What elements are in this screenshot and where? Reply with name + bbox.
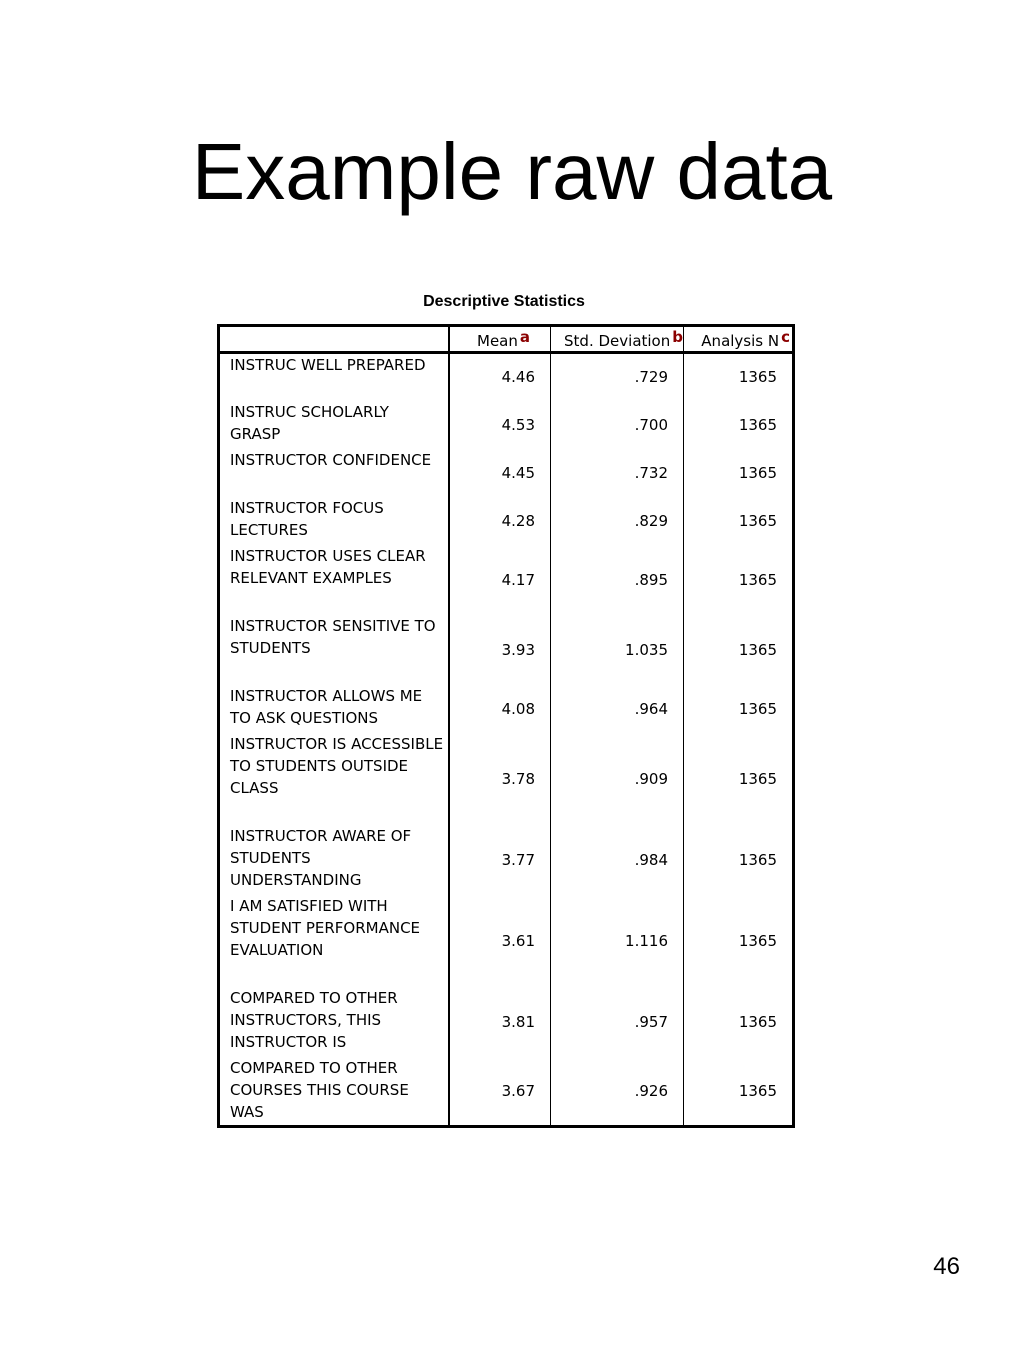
row-analysis-n: 1365 bbox=[684, 497, 794, 545]
row-mean: 3.77 bbox=[449, 825, 551, 895]
header-analysis-n-label: Analysis N bbox=[701, 332, 780, 350]
header-std-deviation bbox=[551, 326, 684, 353]
header-mean-note: a bbox=[519, 328, 530, 346]
slide-title: Example raw data bbox=[191, 127, 833, 216]
descriptive-statistics-table bbox=[217, 324, 795, 1128]
header-std-deviation-note: b bbox=[672, 328, 683, 346]
table-row bbox=[219, 615, 794, 685]
row-analysis-n: 1365 bbox=[684, 615, 794, 685]
header-std-deviation-label: Std. Deviation bbox=[564, 332, 671, 350]
row-label: I AM SATISFIED WITH STUDENT PERFORMANCE EVALUATION bbox=[219, 895, 449, 987]
row-std-deviation: .732 bbox=[551, 449, 684, 497]
row-analysis-n: 1365 bbox=[684, 353, 794, 401]
table-row bbox=[219, 449, 794, 497]
row-analysis-n: 1365 bbox=[684, 401, 794, 449]
row-mean: 4.45 bbox=[449, 449, 551, 497]
row-std-deviation: .984 bbox=[551, 825, 684, 895]
row-label: COMPARED TO OTHER COURSES THIS COURSE WAS bbox=[219, 1057, 449, 1127]
header-analysis-n-note: c bbox=[781, 328, 790, 346]
row-std-deviation: .964 bbox=[551, 685, 684, 733]
row-mean: 3.61 bbox=[449, 895, 551, 987]
row-std-deviation: .829 bbox=[551, 497, 684, 545]
row-std-deviation: 1.035 bbox=[551, 615, 684, 685]
table-row bbox=[219, 401, 794, 449]
row-label: INSTRUCTOR FOCUS LECTURES bbox=[219, 497, 449, 545]
row-analysis-n: 1365 bbox=[684, 987, 794, 1057]
row-mean: 3.81 bbox=[449, 987, 551, 1057]
row-label: INSTRUCTOR SENSITIVE TO STUDENTS bbox=[219, 615, 449, 685]
row-mean: 4.53 bbox=[449, 401, 551, 449]
row-label: INSTRUC SCHOLARLY GRASP bbox=[219, 401, 449, 449]
row-label: INSTRUCTOR AWARE OF STUDENTS UNDERSTANDING bbox=[219, 825, 449, 895]
row-std-deviation: .895 bbox=[551, 545, 684, 615]
row-analysis-n: 1365 bbox=[684, 733, 794, 825]
table-row bbox=[219, 685, 794, 733]
table-caption: Descriptive Statistics bbox=[423, 293, 585, 310]
row-std-deviation: .700 bbox=[551, 401, 684, 449]
row-label: INSTRUCTOR CONFIDENCE bbox=[219, 449, 449, 497]
table-header-row bbox=[219, 326, 794, 353]
header-mean bbox=[449, 326, 551, 353]
table-row bbox=[219, 497, 794, 545]
table-row bbox=[219, 353, 794, 401]
row-mean: 3.78 bbox=[449, 733, 551, 825]
row-analysis-n: 1365 bbox=[684, 545, 794, 615]
row-label: INSTRUC WELL PREPARED bbox=[219, 353, 449, 401]
row-mean: 3.67 bbox=[449, 1057, 551, 1127]
row-label: INSTRUCTOR IS ACCESSIBLE TO STUDENTS OUTSIDE CLASS bbox=[219, 733, 449, 825]
row-label: COMPARED TO OTHER INSTRUCTORS, THIS INSTRUCTOR IS bbox=[219, 987, 449, 1057]
row-std-deviation: 1.116 bbox=[551, 895, 684, 987]
table-row bbox=[219, 987, 794, 1057]
row-analysis-n: 1365 bbox=[684, 895, 794, 987]
row-analysis-n: 1365 bbox=[684, 685, 794, 733]
row-analysis-n: 1365 bbox=[684, 1057, 794, 1127]
table-row bbox=[219, 825, 794, 895]
table-row bbox=[219, 895, 794, 987]
row-mean: 4.17 bbox=[449, 545, 551, 615]
table-row bbox=[219, 1057, 794, 1127]
row-label: INSTRUCTOR USES CLEAR RELEVANT EXAMPLES bbox=[219, 545, 449, 615]
row-label: INSTRUCTOR ALLOWS ME TO ASK QUESTIONS bbox=[219, 685, 449, 733]
row-std-deviation: .926 bbox=[551, 1057, 684, 1127]
row-std-deviation: .909 bbox=[551, 733, 684, 825]
row-analysis-n: 1365 bbox=[684, 449, 794, 497]
header-mean-label: Mean bbox=[477, 332, 518, 350]
row-mean: 4.46 bbox=[449, 353, 551, 401]
row-mean: 4.28 bbox=[449, 497, 551, 545]
row-analysis-n: 1365 bbox=[684, 825, 794, 895]
row-std-deviation: .729 bbox=[551, 353, 684, 401]
row-mean: 3.93 bbox=[449, 615, 551, 685]
header-corner-cell bbox=[219, 326, 449, 353]
row-std-deviation: .957 bbox=[551, 987, 684, 1057]
page-number: 46 bbox=[933, 1253, 960, 1280]
row-mean: 4.08 bbox=[449, 685, 551, 733]
table-row bbox=[219, 733, 794, 825]
table-row bbox=[219, 545, 794, 615]
header-analysis-n bbox=[684, 326, 794, 353]
